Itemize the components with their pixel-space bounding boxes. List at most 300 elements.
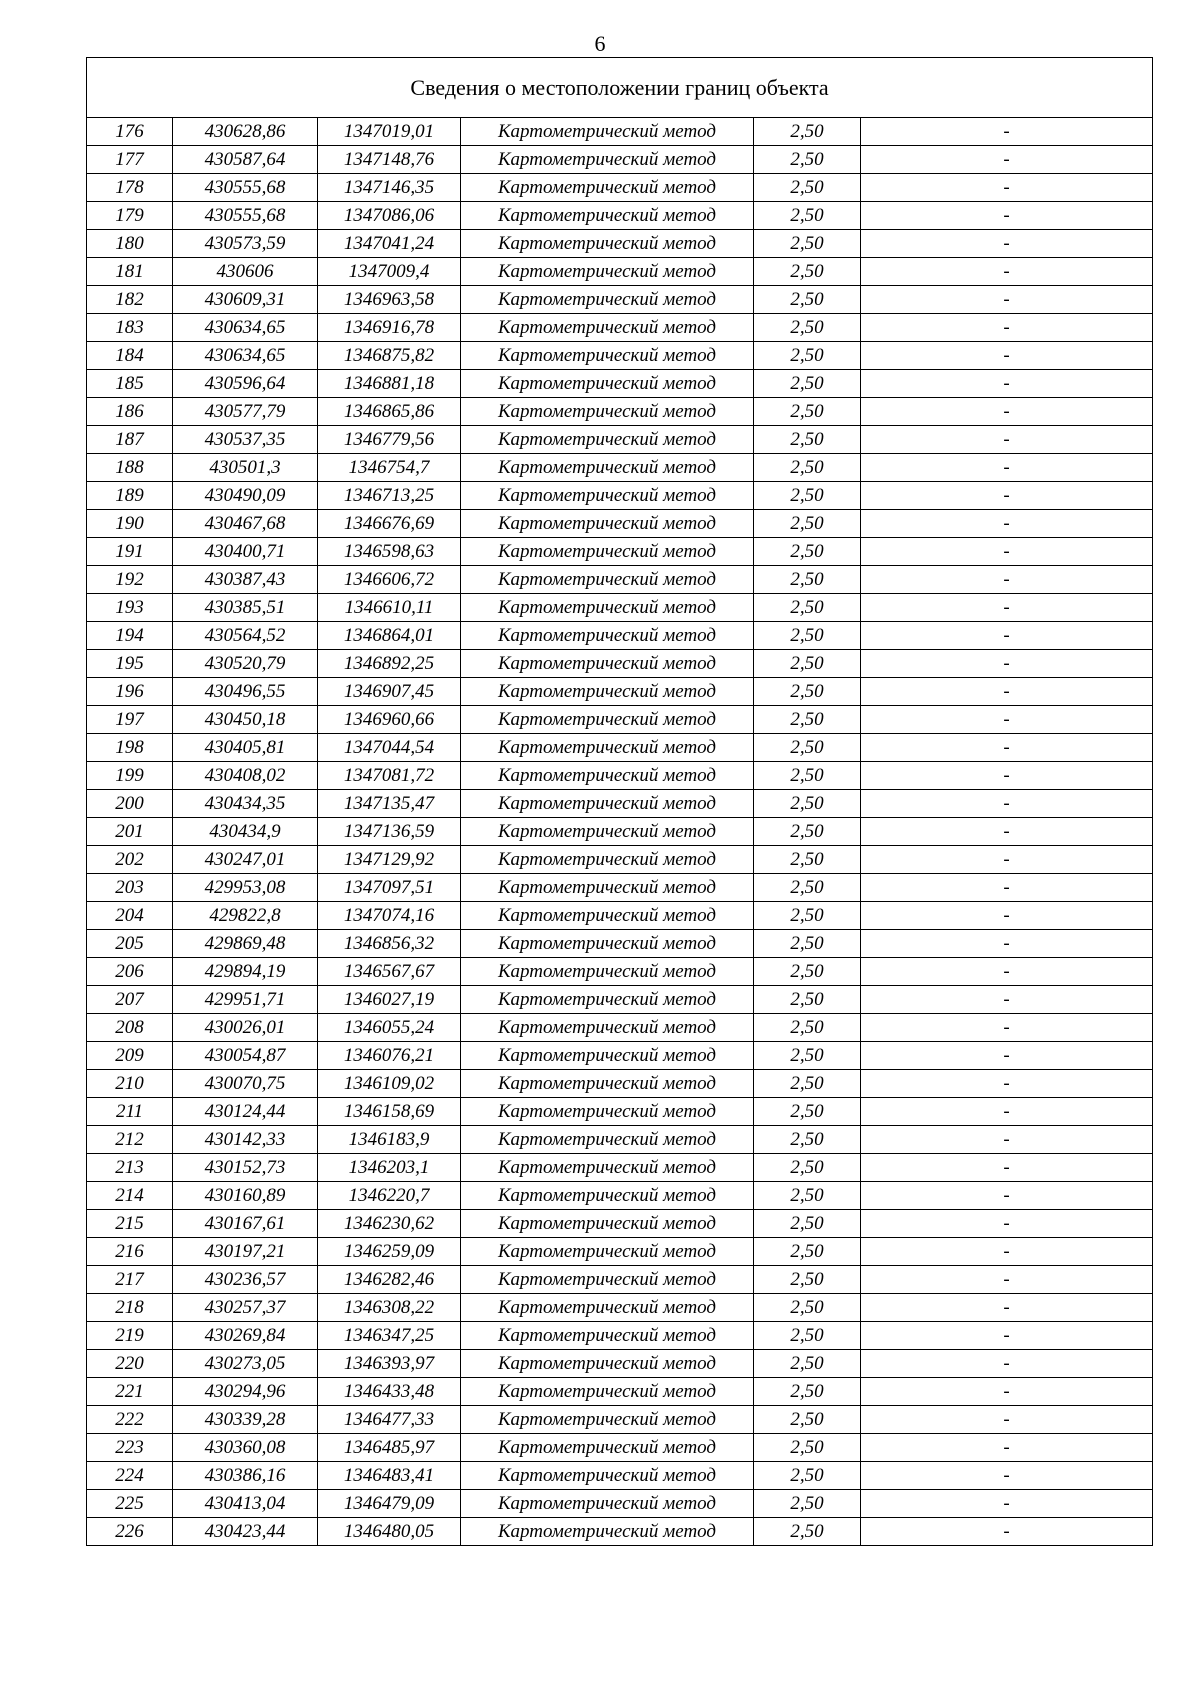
point-number-cell: 200 bbox=[87, 790, 173, 818]
description-cell: - bbox=[861, 342, 1153, 370]
accuracy-cell: 2,50 bbox=[754, 454, 861, 482]
description-cell: - bbox=[861, 1462, 1153, 1490]
description-cell: - bbox=[861, 958, 1153, 986]
x-coordinate-cell: 430294,96 bbox=[173, 1378, 318, 1406]
description-cell: - bbox=[861, 986, 1153, 1014]
accuracy-cell: 2,50 bbox=[754, 1014, 861, 1042]
method-cell: Картометрический метод bbox=[461, 874, 754, 902]
accuracy-cell: 2,50 bbox=[754, 790, 861, 818]
y-coordinate-cell: 1347148,76 bbox=[318, 146, 461, 174]
method-cell: Картометрический метод bbox=[461, 1014, 754, 1042]
y-coordinate-cell: 1347041,24 bbox=[318, 230, 461, 258]
table-row bbox=[87, 1210, 1153, 1238]
table-row bbox=[87, 482, 1153, 510]
table-row bbox=[87, 510, 1153, 538]
point-number-cell: 206 bbox=[87, 958, 173, 986]
point-number-cell: 197 bbox=[87, 706, 173, 734]
x-coordinate-cell: 430124,44 bbox=[173, 1098, 318, 1126]
x-coordinate-cell: 430236,57 bbox=[173, 1266, 318, 1294]
table-row bbox=[87, 874, 1153, 902]
description-cell: - bbox=[861, 482, 1153, 510]
point-number-cell: 205 bbox=[87, 930, 173, 958]
description-cell: - bbox=[861, 1518, 1153, 1546]
x-coordinate-cell: 430555,68 bbox=[173, 202, 318, 230]
accuracy-cell: 2,50 bbox=[754, 846, 861, 874]
table-row bbox=[87, 1518, 1153, 1546]
description-cell: - bbox=[861, 1350, 1153, 1378]
x-coordinate-cell: 430555,68 bbox=[173, 174, 318, 202]
table-row bbox=[87, 370, 1153, 398]
x-coordinate-cell: 430167,61 bbox=[173, 1210, 318, 1238]
method-cell: Картометрический метод bbox=[461, 1042, 754, 1070]
method-cell: Картометрический метод bbox=[461, 510, 754, 538]
method-cell: Картометрический метод bbox=[461, 762, 754, 790]
table-row bbox=[87, 174, 1153, 202]
method-cell: Картометрический метод bbox=[461, 482, 754, 510]
accuracy-cell: 2,50 bbox=[754, 314, 861, 342]
description-cell: - bbox=[861, 1434, 1153, 1462]
description-cell: - bbox=[861, 734, 1153, 762]
method-cell: Картометрический метод bbox=[461, 118, 754, 146]
table-row bbox=[87, 1406, 1153, 1434]
table-row bbox=[87, 454, 1153, 482]
y-coordinate-cell: 1346856,32 bbox=[318, 930, 461, 958]
accuracy-cell: 2,50 bbox=[754, 426, 861, 454]
description-cell: - bbox=[861, 846, 1153, 874]
x-coordinate-cell: 430634,65 bbox=[173, 342, 318, 370]
method-cell: Картометрический метод bbox=[461, 1294, 754, 1322]
y-coordinate-cell: 1346598,63 bbox=[318, 538, 461, 566]
method-cell: Картометрический метод bbox=[461, 1098, 754, 1126]
x-coordinate-cell: 430197,21 bbox=[173, 1238, 318, 1266]
description-cell: - bbox=[861, 1210, 1153, 1238]
y-coordinate-cell: 1346960,66 bbox=[318, 706, 461, 734]
point-number-cell: 212 bbox=[87, 1126, 173, 1154]
method-cell: Картометрический метод bbox=[461, 1322, 754, 1350]
description-cell: - bbox=[861, 874, 1153, 902]
x-coordinate-cell: 430400,71 bbox=[173, 538, 318, 566]
description-cell: - bbox=[861, 202, 1153, 230]
y-coordinate-cell: 1346433,48 bbox=[318, 1378, 461, 1406]
y-coordinate-cell: 1346109,02 bbox=[318, 1070, 461, 1098]
x-coordinate-cell: 430496,55 bbox=[173, 678, 318, 706]
point-number-cell: 218 bbox=[87, 1294, 173, 1322]
accuracy-cell: 2,50 bbox=[754, 1322, 861, 1350]
point-number-cell: 210 bbox=[87, 1070, 173, 1098]
y-coordinate-cell: 1347097,51 bbox=[318, 874, 461, 902]
point-number-cell: 187 bbox=[87, 426, 173, 454]
description-cell: - bbox=[861, 762, 1153, 790]
accuracy-cell: 2,50 bbox=[754, 1126, 861, 1154]
accuracy-cell: 2,50 bbox=[754, 594, 861, 622]
table-row bbox=[87, 1070, 1153, 1098]
accuracy-cell: 2,50 bbox=[754, 1266, 861, 1294]
point-number-cell: 201 bbox=[87, 818, 173, 846]
point-number-cell: 176 bbox=[87, 118, 173, 146]
table-row bbox=[87, 1126, 1153, 1154]
y-coordinate-cell: 1346875,82 bbox=[318, 342, 461, 370]
table-row bbox=[87, 1378, 1153, 1406]
accuracy-cell: 2,50 bbox=[754, 1406, 861, 1434]
point-number-cell: 209 bbox=[87, 1042, 173, 1070]
method-cell: Картометрический метод bbox=[461, 230, 754, 258]
point-number-cell: 179 bbox=[87, 202, 173, 230]
y-coordinate-cell: 1347044,54 bbox=[318, 734, 461, 762]
y-coordinate-cell: 1347135,47 bbox=[318, 790, 461, 818]
x-coordinate-cell: 430054,87 bbox=[173, 1042, 318, 1070]
table-row bbox=[87, 1434, 1153, 1462]
point-number-cell: 178 bbox=[87, 174, 173, 202]
y-coordinate-cell: 1346713,25 bbox=[318, 482, 461, 510]
x-coordinate-cell: 430628,86 bbox=[173, 118, 318, 146]
description-cell: - bbox=[861, 622, 1153, 650]
description-cell: - bbox=[861, 118, 1153, 146]
x-coordinate-cell: 430257,37 bbox=[173, 1294, 318, 1322]
table-row bbox=[87, 1322, 1153, 1350]
point-number-cell: 186 bbox=[87, 398, 173, 426]
table-row bbox=[87, 1014, 1153, 1042]
accuracy-cell: 2,50 bbox=[754, 1462, 861, 1490]
description-cell: - bbox=[861, 258, 1153, 286]
accuracy-cell: 2,50 bbox=[754, 1070, 861, 1098]
description-cell: - bbox=[861, 1238, 1153, 1266]
description-cell: - bbox=[861, 1294, 1153, 1322]
point-number-cell: 192 bbox=[87, 566, 173, 594]
x-coordinate-cell: 430070,75 bbox=[173, 1070, 318, 1098]
table-title-row bbox=[87, 58, 1153, 118]
x-coordinate-cell: 430408,02 bbox=[173, 762, 318, 790]
point-number-cell: 177 bbox=[87, 146, 173, 174]
description-cell: - bbox=[861, 510, 1153, 538]
y-coordinate-cell: 1347129,92 bbox=[318, 846, 461, 874]
x-coordinate-cell: 430360,08 bbox=[173, 1434, 318, 1462]
x-coordinate-cell: 430520,79 bbox=[173, 650, 318, 678]
x-coordinate-cell: 430577,79 bbox=[173, 398, 318, 426]
x-coordinate-cell: 430587,64 bbox=[173, 146, 318, 174]
table-row bbox=[87, 986, 1153, 1014]
y-coordinate-cell: 1347019,01 bbox=[318, 118, 461, 146]
point-number-cell: 220 bbox=[87, 1350, 173, 1378]
table-row bbox=[87, 118, 1153, 146]
table-row bbox=[87, 1294, 1153, 1322]
x-coordinate-cell: 429869,48 bbox=[173, 930, 318, 958]
accuracy-cell: 2,50 bbox=[754, 538, 861, 566]
accuracy-cell: 2,50 bbox=[754, 1434, 861, 1462]
point-number-cell: 199 bbox=[87, 762, 173, 790]
point-number-cell: 224 bbox=[87, 1462, 173, 1490]
x-coordinate-cell: 430160,89 bbox=[173, 1182, 318, 1210]
y-coordinate-cell: 1346076,21 bbox=[318, 1042, 461, 1070]
accuracy-cell: 2,50 bbox=[754, 734, 861, 762]
y-coordinate-cell: 1346158,69 bbox=[318, 1098, 461, 1126]
point-number-cell: 214 bbox=[87, 1182, 173, 1210]
x-coordinate-cell: 430501,3 bbox=[173, 454, 318, 482]
x-coordinate-cell: 430450,18 bbox=[173, 706, 318, 734]
accuracy-cell: 2,50 bbox=[754, 342, 861, 370]
table-row bbox=[87, 1490, 1153, 1518]
x-coordinate-cell: 430490,09 bbox=[173, 482, 318, 510]
table-row bbox=[87, 1266, 1153, 1294]
description-cell: - bbox=[861, 286, 1153, 314]
point-number-cell: 184 bbox=[87, 342, 173, 370]
table-row bbox=[87, 594, 1153, 622]
y-coordinate-cell: 1346203,1 bbox=[318, 1154, 461, 1182]
method-cell: Картометрический метод bbox=[461, 622, 754, 650]
method-cell: Картометрический метод bbox=[461, 594, 754, 622]
accuracy-cell: 2,50 bbox=[754, 286, 861, 314]
accuracy-cell: 2,50 bbox=[754, 930, 861, 958]
y-coordinate-cell: 1346907,45 bbox=[318, 678, 461, 706]
accuracy-cell: 2,50 bbox=[754, 370, 861, 398]
description-cell: - bbox=[861, 174, 1153, 202]
table-row bbox=[87, 1350, 1153, 1378]
accuracy-cell: 2,50 bbox=[754, 398, 861, 426]
description-cell: - bbox=[861, 1266, 1153, 1294]
description-cell: - bbox=[861, 1070, 1153, 1098]
accuracy-cell: 2,50 bbox=[754, 1182, 861, 1210]
x-coordinate-cell: 430026,01 bbox=[173, 1014, 318, 1042]
table-row bbox=[87, 622, 1153, 650]
table-body bbox=[87, 118, 1153, 1546]
point-number-cell: 190 bbox=[87, 510, 173, 538]
method-cell: Картометрический метод bbox=[461, 398, 754, 426]
table-row bbox=[87, 538, 1153, 566]
x-coordinate-cell: 430606 bbox=[173, 258, 318, 286]
description-cell: - bbox=[861, 314, 1153, 342]
point-number-cell: 198 bbox=[87, 734, 173, 762]
point-number-cell: 180 bbox=[87, 230, 173, 258]
method-cell: Картометрический метод bbox=[461, 342, 754, 370]
x-coordinate-cell: 429951,71 bbox=[173, 986, 318, 1014]
accuracy-cell: 2,50 bbox=[754, 258, 861, 286]
accuracy-cell: 2,50 bbox=[754, 146, 861, 174]
accuracy-cell: 2,50 bbox=[754, 202, 861, 230]
description-cell: - bbox=[861, 706, 1153, 734]
accuracy-cell: 2,50 bbox=[754, 818, 861, 846]
y-coordinate-cell: 1346027,19 bbox=[318, 986, 461, 1014]
description-cell: - bbox=[861, 1098, 1153, 1126]
method-cell: Картометрический метод bbox=[461, 1182, 754, 1210]
x-coordinate-cell: 430537,35 bbox=[173, 426, 318, 454]
y-coordinate-cell: 1346480,05 bbox=[318, 1518, 461, 1546]
table-row bbox=[87, 286, 1153, 314]
y-coordinate-cell: 1346865,86 bbox=[318, 398, 461, 426]
point-number-cell: 217 bbox=[87, 1266, 173, 1294]
boundary-coordinates-table bbox=[86, 57, 1153, 1546]
method-cell: Картометрический метод bbox=[461, 1462, 754, 1490]
point-number-cell: 225 bbox=[87, 1490, 173, 1518]
table-row bbox=[87, 1098, 1153, 1126]
method-cell: Картометрический метод bbox=[461, 1210, 754, 1238]
method-cell: Картометрический метод bbox=[461, 566, 754, 594]
y-coordinate-cell: 1346347,25 bbox=[318, 1322, 461, 1350]
table-row bbox=[87, 146, 1153, 174]
description-cell: - bbox=[861, 902, 1153, 930]
table-row bbox=[87, 1154, 1153, 1182]
x-coordinate-cell: 430564,52 bbox=[173, 622, 318, 650]
x-coordinate-cell: 430339,28 bbox=[173, 1406, 318, 1434]
description-cell: - bbox=[861, 1154, 1153, 1182]
accuracy-cell: 2,50 bbox=[754, 678, 861, 706]
table-row bbox=[87, 426, 1153, 454]
accuracy-cell: 2,50 bbox=[754, 706, 861, 734]
method-cell: Картометрический метод bbox=[461, 1126, 754, 1154]
point-number-cell: 213 bbox=[87, 1154, 173, 1182]
y-coordinate-cell: 1346881,18 bbox=[318, 370, 461, 398]
accuracy-cell: 2,50 bbox=[754, 1378, 861, 1406]
method-cell: Картометрический метод bbox=[461, 1350, 754, 1378]
description-cell: - bbox=[861, 1042, 1153, 1070]
y-coordinate-cell: 1346963,58 bbox=[318, 286, 461, 314]
description-cell: - bbox=[861, 818, 1153, 846]
table-row bbox=[87, 818, 1153, 846]
description-cell: - bbox=[861, 566, 1153, 594]
accuracy-cell: 2,50 bbox=[754, 566, 861, 594]
method-cell: Картометрический метод bbox=[461, 426, 754, 454]
page-number: 6 bbox=[594, 31, 606, 56]
x-coordinate-cell: 430596,64 bbox=[173, 370, 318, 398]
method-cell: Картометрический метод bbox=[461, 846, 754, 874]
y-coordinate-cell: 1346220,7 bbox=[318, 1182, 461, 1210]
x-coordinate-cell: 430634,65 bbox=[173, 314, 318, 342]
point-number-cell: 204 bbox=[87, 902, 173, 930]
method-cell: Картометрический метод bbox=[461, 986, 754, 1014]
point-number-cell: 188 bbox=[87, 454, 173, 482]
table-row bbox=[87, 258, 1153, 286]
y-coordinate-cell: 1346916,78 bbox=[318, 314, 461, 342]
point-number-cell: 208 bbox=[87, 1014, 173, 1042]
point-number-cell: 191 bbox=[87, 538, 173, 566]
accuracy-cell: 2,50 bbox=[754, 1238, 861, 1266]
x-coordinate-cell: 430413,04 bbox=[173, 1490, 318, 1518]
y-coordinate-cell: 1346259,09 bbox=[318, 1238, 461, 1266]
accuracy-cell: 2,50 bbox=[754, 1042, 861, 1070]
description-cell: - bbox=[861, 454, 1153, 482]
method-cell: Картометрический метод bbox=[461, 902, 754, 930]
x-coordinate-cell: 429894,19 bbox=[173, 958, 318, 986]
method-cell: Картометрический метод bbox=[461, 314, 754, 342]
table-row bbox=[87, 734, 1153, 762]
method-cell: Картометрический метод bbox=[461, 1266, 754, 1294]
y-coordinate-cell: 1347074,16 bbox=[318, 902, 461, 930]
method-cell: Картометрический метод bbox=[461, 538, 754, 566]
method-cell: Картометрический метод bbox=[461, 930, 754, 958]
point-number-cell: 215 bbox=[87, 1210, 173, 1238]
accuracy-cell: 2,50 bbox=[754, 1210, 861, 1238]
description-cell: - bbox=[861, 1490, 1153, 1518]
method-cell: Картометрический метод bbox=[461, 790, 754, 818]
y-coordinate-cell: 1346479,09 bbox=[318, 1490, 461, 1518]
accuracy-cell: 2,50 bbox=[754, 1154, 861, 1182]
method-cell: Картометрический метод bbox=[461, 202, 754, 230]
x-coordinate-cell: 430434,9 bbox=[173, 818, 318, 846]
point-number-cell: 223 bbox=[87, 1434, 173, 1462]
point-number-cell: 221 bbox=[87, 1378, 173, 1406]
method-cell: Картометрический метод bbox=[461, 650, 754, 678]
accuracy-cell: 2,50 bbox=[754, 230, 861, 258]
method-cell: Картометрический метод bbox=[461, 706, 754, 734]
method-cell: Картометрический метод bbox=[461, 1238, 754, 1266]
x-coordinate-cell: 429953,08 bbox=[173, 874, 318, 902]
x-coordinate-cell: 430609,31 bbox=[173, 286, 318, 314]
table-row bbox=[87, 230, 1153, 258]
table-row bbox=[87, 342, 1153, 370]
x-coordinate-cell: 429822,8 bbox=[173, 902, 318, 930]
accuracy-cell: 2,50 bbox=[754, 902, 861, 930]
accuracy-cell: 2,50 bbox=[754, 1098, 861, 1126]
description-cell: - bbox=[861, 538, 1153, 566]
x-coordinate-cell: 430152,73 bbox=[173, 1154, 318, 1182]
table-row bbox=[87, 202, 1153, 230]
method-cell: Картометрический метод bbox=[461, 174, 754, 202]
method-cell: Картометрический метод bbox=[461, 454, 754, 482]
y-coordinate-cell: 1346567,67 bbox=[318, 958, 461, 986]
accuracy-cell: 2,50 bbox=[754, 762, 861, 790]
accuracy-cell: 2,50 bbox=[754, 650, 861, 678]
y-coordinate-cell: 1346610,11 bbox=[318, 594, 461, 622]
table-row bbox=[87, 398, 1153, 426]
x-coordinate-cell: 430434,35 bbox=[173, 790, 318, 818]
description-cell: - bbox=[861, 426, 1153, 454]
description-cell: - bbox=[861, 1182, 1153, 1210]
point-number-cell: 183 bbox=[87, 314, 173, 342]
x-coordinate-cell: 430387,43 bbox=[173, 566, 318, 594]
y-coordinate-cell: 1346230,62 bbox=[318, 1210, 461, 1238]
description-cell: - bbox=[861, 790, 1153, 818]
table-row bbox=[87, 958, 1153, 986]
description-cell: - bbox=[861, 650, 1153, 678]
table-row bbox=[87, 314, 1153, 342]
y-coordinate-cell: 1346676,69 bbox=[318, 510, 461, 538]
x-coordinate-cell: 430247,01 bbox=[173, 846, 318, 874]
description-cell: - bbox=[861, 398, 1153, 426]
table-row bbox=[87, 790, 1153, 818]
x-coordinate-cell: 430385,51 bbox=[173, 594, 318, 622]
description-cell: - bbox=[861, 930, 1153, 958]
table-row bbox=[87, 762, 1153, 790]
table-row bbox=[87, 846, 1153, 874]
table-row bbox=[87, 930, 1153, 958]
method-cell: Картометрический метод bbox=[461, 678, 754, 706]
point-number-cell: 195 bbox=[87, 650, 173, 678]
table-row bbox=[87, 566, 1153, 594]
point-number-cell: 207 bbox=[87, 986, 173, 1014]
table-row bbox=[87, 902, 1153, 930]
table-title: Сведения о местоположении границ объекта bbox=[87, 58, 1153, 118]
accuracy-cell: 2,50 bbox=[754, 1350, 861, 1378]
accuracy-cell: 2,50 bbox=[754, 874, 861, 902]
y-coordinate-cell: 1346483,41 bbox=[318, 1462, 461, 1490]
x-coordinate-cell: 430423,44 bbox=[173, 1518, 318, 1546]
x-coordinate-cell: 430273,05 bbox=[173, 1350, 318, 1378]
y-coordinate-cell: 1346393,97 bbox=[318, 1350, 461, 1378]
x-coordinate-cell: 430269,84 bbox=[173, 1322, 318, 1350]
y-coordinate-cell: 1346055,24 bbox=[318, 1014, 461, 1042]
description-cell: - bbox=[861, 1126, 1153, 1154]
description-cell: - bbox=[861, 146, 1153, 174]
point-number-cell: 181 bbox=[87, 258, 173, 286]
method-cell: Картометрический метод bbox=[461, 1406, 754, 1434]
method-cell: Картометрический метод bbox=[461, 1070, 754, 1098]
y-coordinate-cell: 1346308,22 bbox=[318, 1294, 461, 1322]
y-coordinate-cell: 1347136,59 bbox=[318, 818, 461, 846]
y-coordinate-cell: 1346282,46 bbox=[318, 1266, 461, 1294]
table-row bbox=[87, 650, 1153, 678]
y-coordinate-cell: 1346485,97 bbox=[318, 1434, 461, 1462]
point-number-cell: 222 bbox=[87, 1406, 173, 1434]
method-cell: Картометрический метод bbox=[461, 258, 754, 286]
description-cell: - bbox=[861, 370, 1153, 398]
